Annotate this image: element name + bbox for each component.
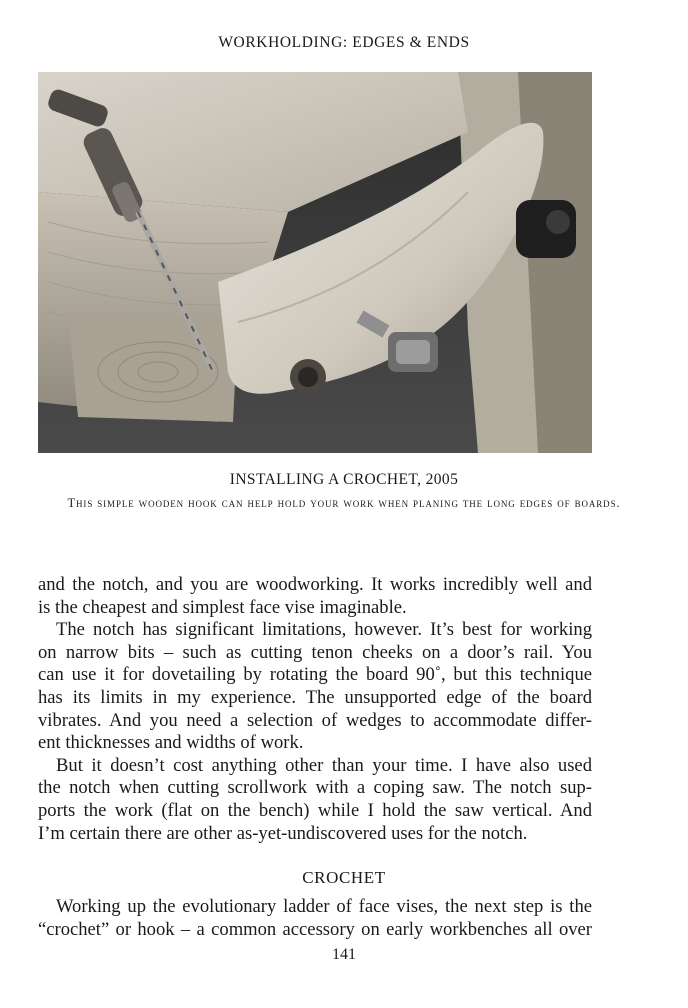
figure-title: INSTALLING A CROCHET, 2005 <box>229 471 459 488</box>
body-line: can use it for dovetailing by rotating the board 90˚, but this technique <box>38 664 592 686</box>
body-line: vibrates. And you need a selection of wedges to accommodate differ- <box>38 709 592 731</box>
body-line: on narrow bits – such as cutting tenon cheeks on a door’s rail. You <box>38 641 592 663</box>
page-number: 141 <box>332 946 356 963</box>
section-heading: CROCHET <box>302 868 386 887</box>
body-line: has its limits in my experience. The unsupported edge of the board <box>38 686 592 708</box>
body-line: “crochet” or hook – a common accessory on early workbenches all over <box>38 918 592 940</box>
body-line: The notch has significant limitations, however. It’s best for working <box>56 619 592 641</box>
body-line: and the notch, and you are woodworking. It works incredibly well and <box>38 574 592 595</box>
photo-installing-crochet <box>38 72 592 453</box>
body-line: is the cheapest and simplest face vise imaginable. <box>38 596 407 618</box>
figure-caption: This simple wooden hook can help hold your work when planing the long edges of boards. <box>67 496 621 510</box>
body-text-2 <box>38 896 592 941</box>
body-line: ports the work (flat on the bench) while I hold the saw vertical. And <box>38 799 592 821</box>
body-line: ent thicknesses and widths of work. <box>38 732 304 754</box>
body-line: But it doesn’t cost anything other than your time. I have also used <box>56 754 592 776</box>
body-line: Working up the evolutionary ladder of face vises, the next step is the <box>56 896 592 917</box>
body-line: the notch when cutting scrollwork with a coping saw. The notch sup- <box>38 777 592 799</box>
running-head: WORKHOLDING: EDGES & ENDS <box>218 34 470 51</box>
body-line: I’m certain there are other as-yet-undiscovered uses for the notch. <box>38 822 528 844</box>
body-text <box>38 574 592 845</box>
